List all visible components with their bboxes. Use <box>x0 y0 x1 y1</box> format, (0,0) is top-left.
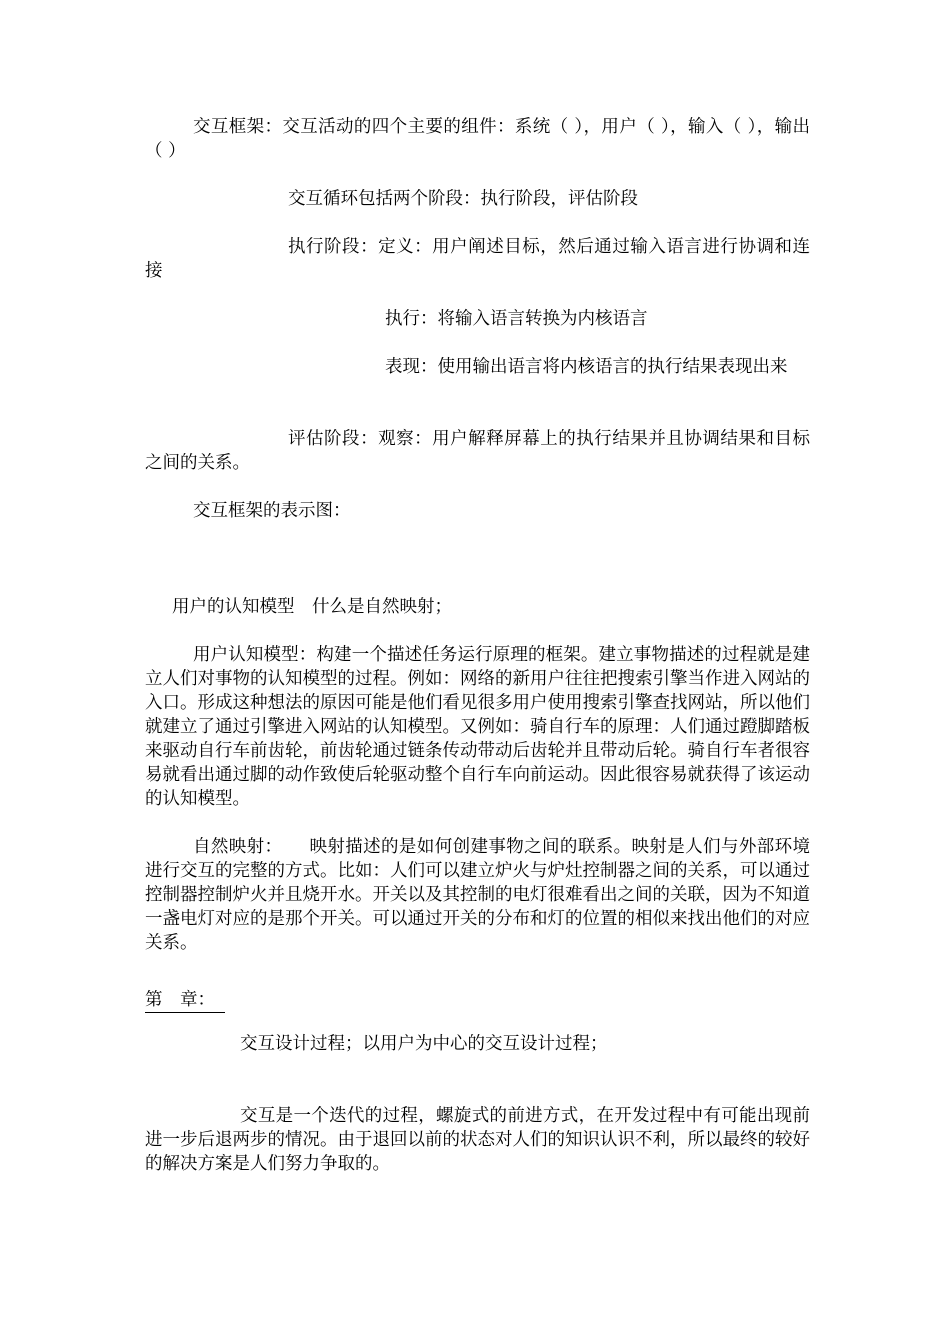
framework-diagram-caption: 交互框架的表示图： <box>193 501 351 521</box>
cognitive-model-heading: 用户的认知模型 什么是自然映射； <box>172 597 452 617</box>
evaluation-stage-paragraph: 评估阶段：观察：用户解释屏幕上的执行结果并且协调结果和目标之间的关系。 <box>145 429 810 473</box>
execution-stage-definition: 执行阶段：定义：用户阐述目标，然后通过输入语言进行协调和连接 <box>145 237 810 281</box>
chapter-heading: 第 章： <box>145 988 225 1013</box>
cognitive-model-paragraph: 用户认知模型：构建一个描述任务运行原理的框架。建立事物描述的过程就是建立人们对事物的认知模型的过程。例如：网络的新用户往往把搜索引擎当作进入网站的入口。形成这种想法的原因可能是他们看见很多用户使用搜索引擎查找网站，所以他们就建立了通过引擎进入网站的认知模型。又例如：骑自行车的原理：人们通过蹬脚踏板来驱动自行车前齿轮，前齿轮通过链条传动带动后齿轮并且带动后轮。骑自行车者很容易就看出通过脚的动作致使后轮驱动整个自行车向前运动。因此很容易就获得了该运动的认知模型。 <box>145 645 810 809</box>
iteration-paragraph: 交互是一个迭代的过程，螺旋式的前进方式，在开发过程中有可能出现前进一步后退两步的情况。由于退回以前的状态对人们的知识认识不利，所以最终的较好的解决方案是人们努力争取的。 <box>145 1106 810 1174</box>
execution-presentation-paragraph: 表现：使用输出语言将内核语言的执行结果表现出来 <box>385 357 788 377</box>
design-process-heading: 交互设计过程；以用户为中心的交互设计过程； <box>240 1034 608 1054</box>
execution-perform-paragraph: 执行：将输入语言转换为内核语言 <box>385 309 648 329</box>
natural-mapping-paragraph: 自然映射： 映射描述的是如何创建事物之间的联系。映射是人们与外部环境进行交互的完整的方式。比如：人们可以建立炉火与炉灶控制器之间的关系，可以通过控制器控制炉火并且烧开水。开关以及其控制的电灯很难看出之间的关联，因为不知道一盏电灯对应的是那个开关。可以通过开关的分布和灯的位置的相似来找出他们的对应关系。 <box>145 837 810 953</box>
interaction-framework-definition: 交互框架：交互活动的四个主要的组件：系统（ ），用户（ ），输入（ ），输出（ ） <box>145 117 810 161</box>
interaction-cycle-paragraph: 交互循环包括两个阶段：执行阶段，评估阶段 <box>288 189 638 209</box>
